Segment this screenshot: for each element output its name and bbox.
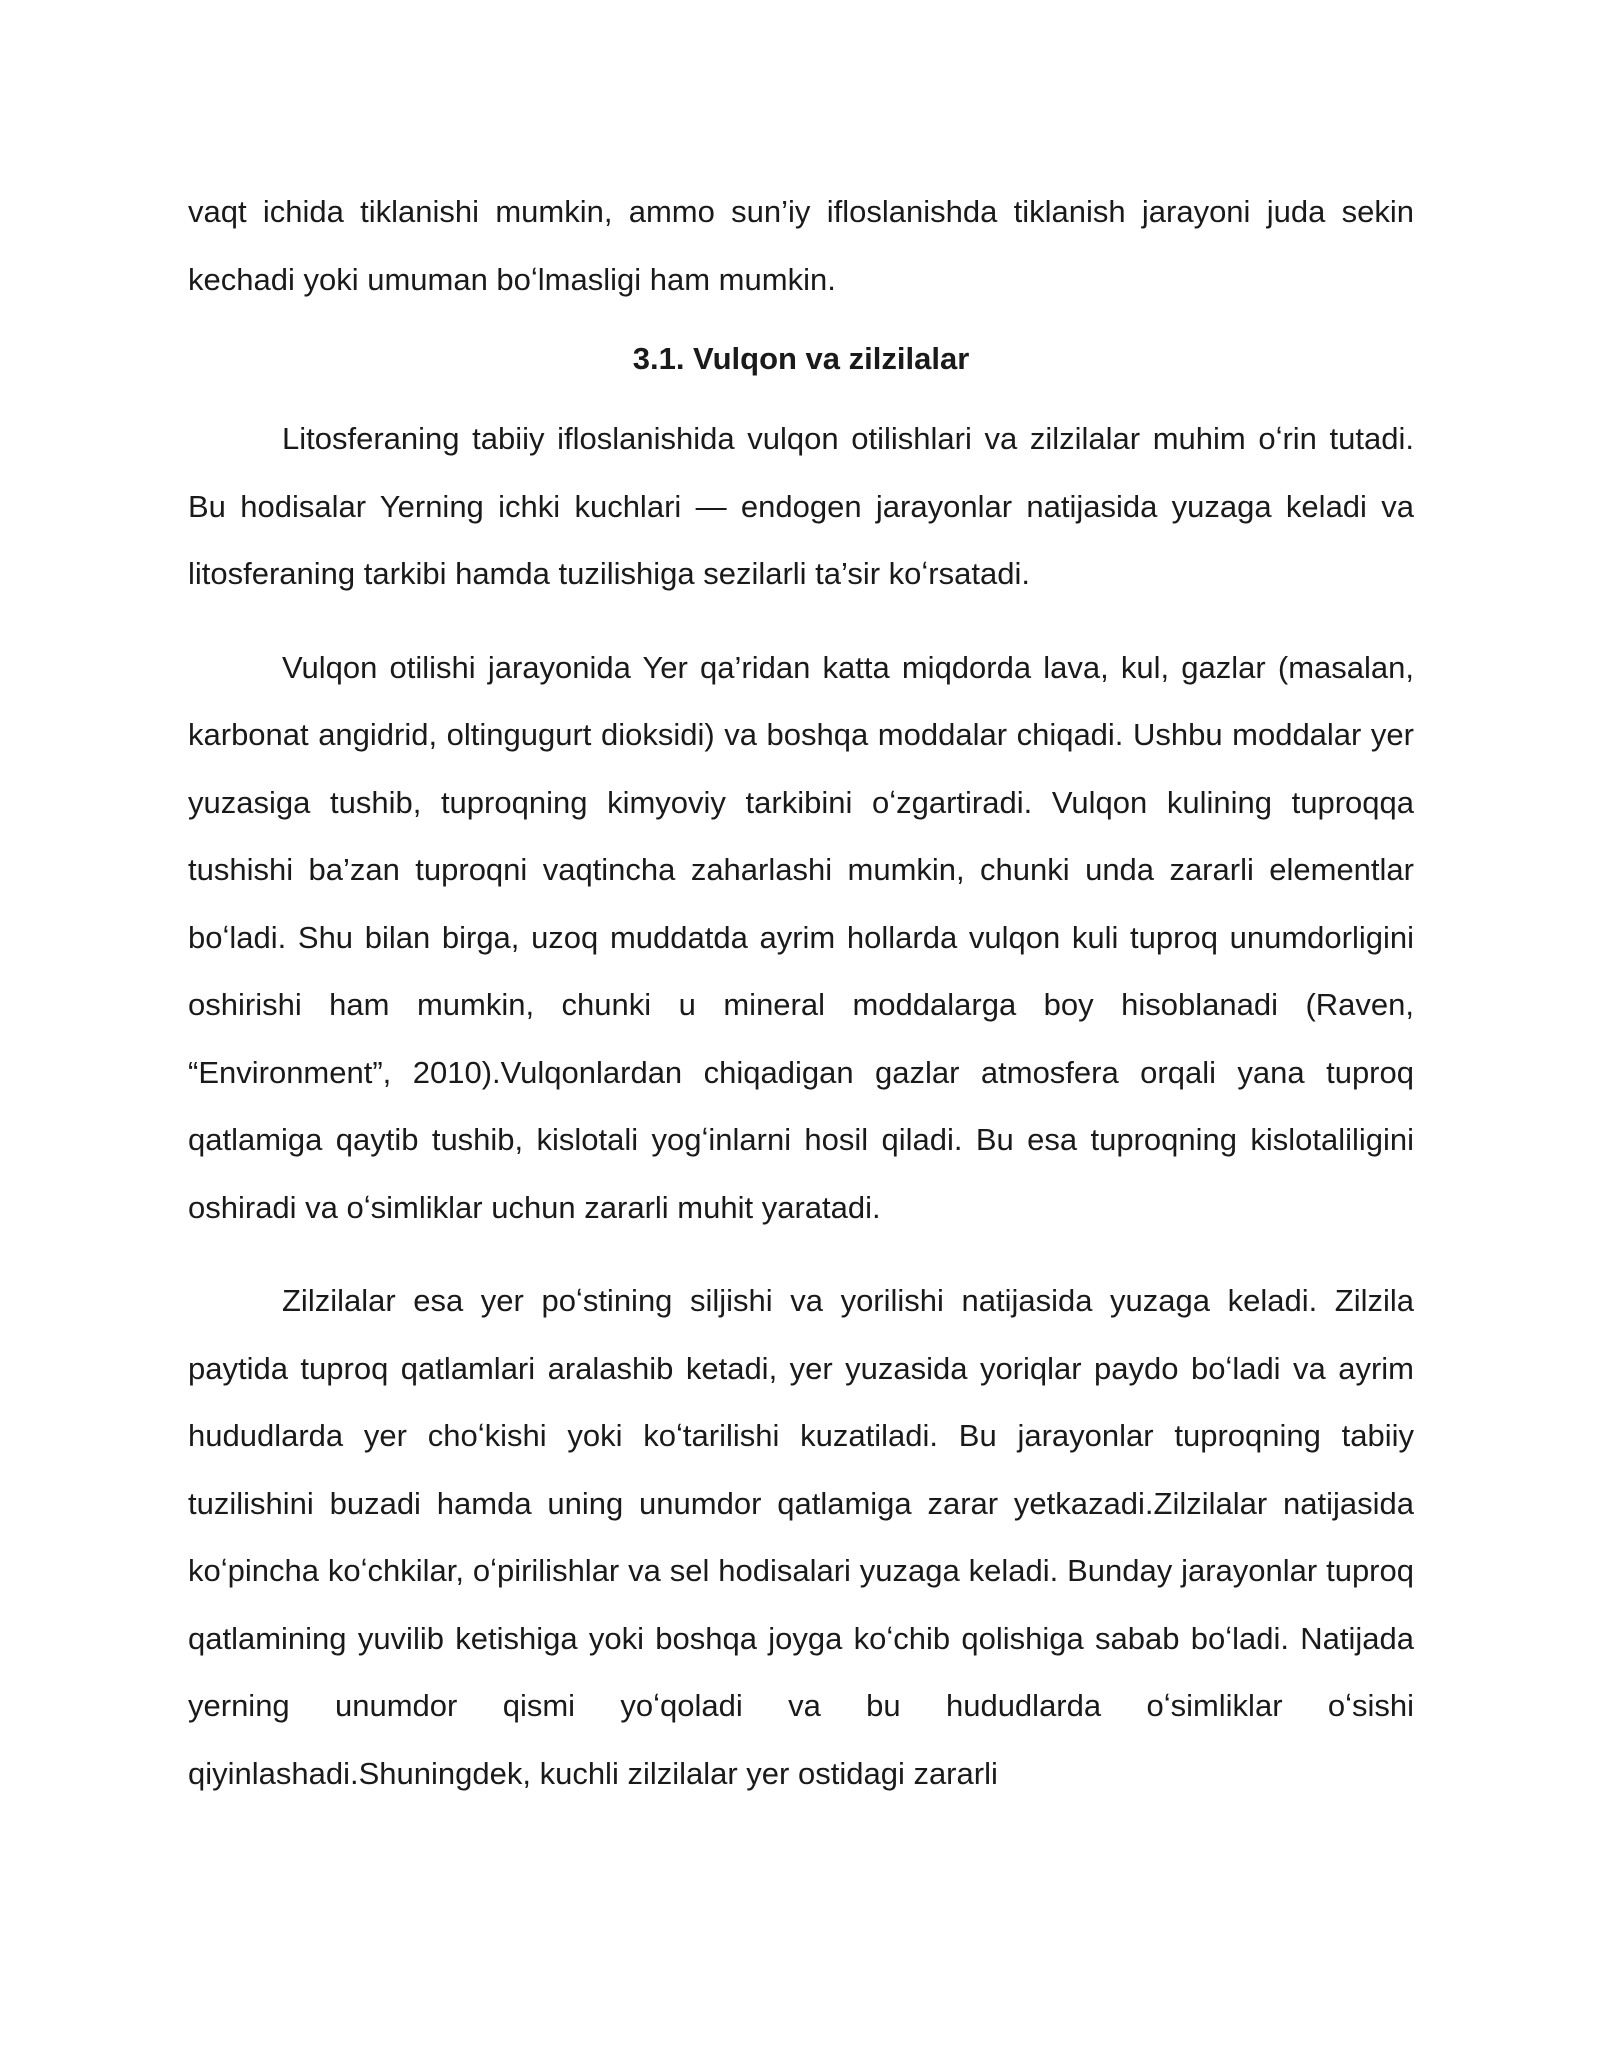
intro-paragraph: vaqt ichida tiklanishi mumkin, ammo sun’iy ifloslanishda tiklanish jarayoni juda sekin kechadi yoki umuman boʻlmasligi ham mumkin. (188, 194, 1414, 297)
paragraph-spacer (188, 1241, 1414, 1267)
paragraph-earthquake: Zilzilalar esa yer poʻstining siljishi va yorilishi natijasida yuzaga keladi. Zilzila paytida tuproq qatlamlari aralashib ketadi, yer yuzasida yoriqlar paydo boʻladi va ayrim hududlarda yer choʻkishi yoki koʻtarilishi kuzatiladi. Bu jarayonlar tuproqning tabiiy tuzilishini buzadi hamda uning unumdor qatlamiga zarar yetkazadi.Zilzilalar natijasida koʻpincha koʻchkilar, oʻpirilishlar va sel hodisalari yuzaga keladi. Bunday jarayonlar tuproq qatlamining yuvilib ketishiga yoki boshqa joyga koʻchib qolishiga sabab boʻladi. Natijada yerning unumdor qismi yoʻqoladi va bu hududlarda oʻsimliklar oʻsishi qiyinlashadi.Shuningdek, kuchli zilzilalar yer ostidagi zararli (188, 1283, 1414, 1791)
paragraph-volcano: Vulqon otilishi jarayonida Yer qa’ridan katta miqdorda lava, kul, gazlar (masalan, karbonat angidrid, oltingugurt dioksidi) va boshqa moddalar chiqadi. Ushbu moddalar yer yuzasiga tushib, tuproqning kimyoviy tarkibini oʻzgartiradi. Vulqon kulining tuproqqa tushishi ba’zan tuproqni vaqtincha zaharlashi mumkin, chunki unda zararli elementlar boʻladi. Shu bilan birga, uzoq muddatda ayrim hollarda vulqon kuli tuproq unumdorligini oshirishi ham mumkin, chunki u mineral moddalarga boy hisoblanadi (Raven, “Environment”, 2010).Vulqonlardan chiqadigan gazlar atmosfera orqali yana tuproq qatlamiga qaytib tushib, kislotali yogʻinlarni hosil qiladi. Bu esa tuproqning kislotaliligini oshiradi va oʻsimliklar uchun zararli muhit yaratadi. (188, 649, 1414, 1225)
document-page (188, 178, 1414, 1807)
section-heading: 3.1. Vulqon va zilzilalar (632, 341, 970, 376)
paragraph-spacer (188, 608, 1414, 634)
paragraph-lithosphere: Litosferaning tabiiy ifloslanishida vulqon otilishlari va zilzilalar muhim oʻrin tutadi. Bu hodisalar Yerning ichki kuchlari — endogen jarayonlar natijasida yuzaga keladi va litosferaning tarkibi hamda tuzilishiga sezilarli ta’sir koʻrsatadi. (188, 421, 1414, 591)
